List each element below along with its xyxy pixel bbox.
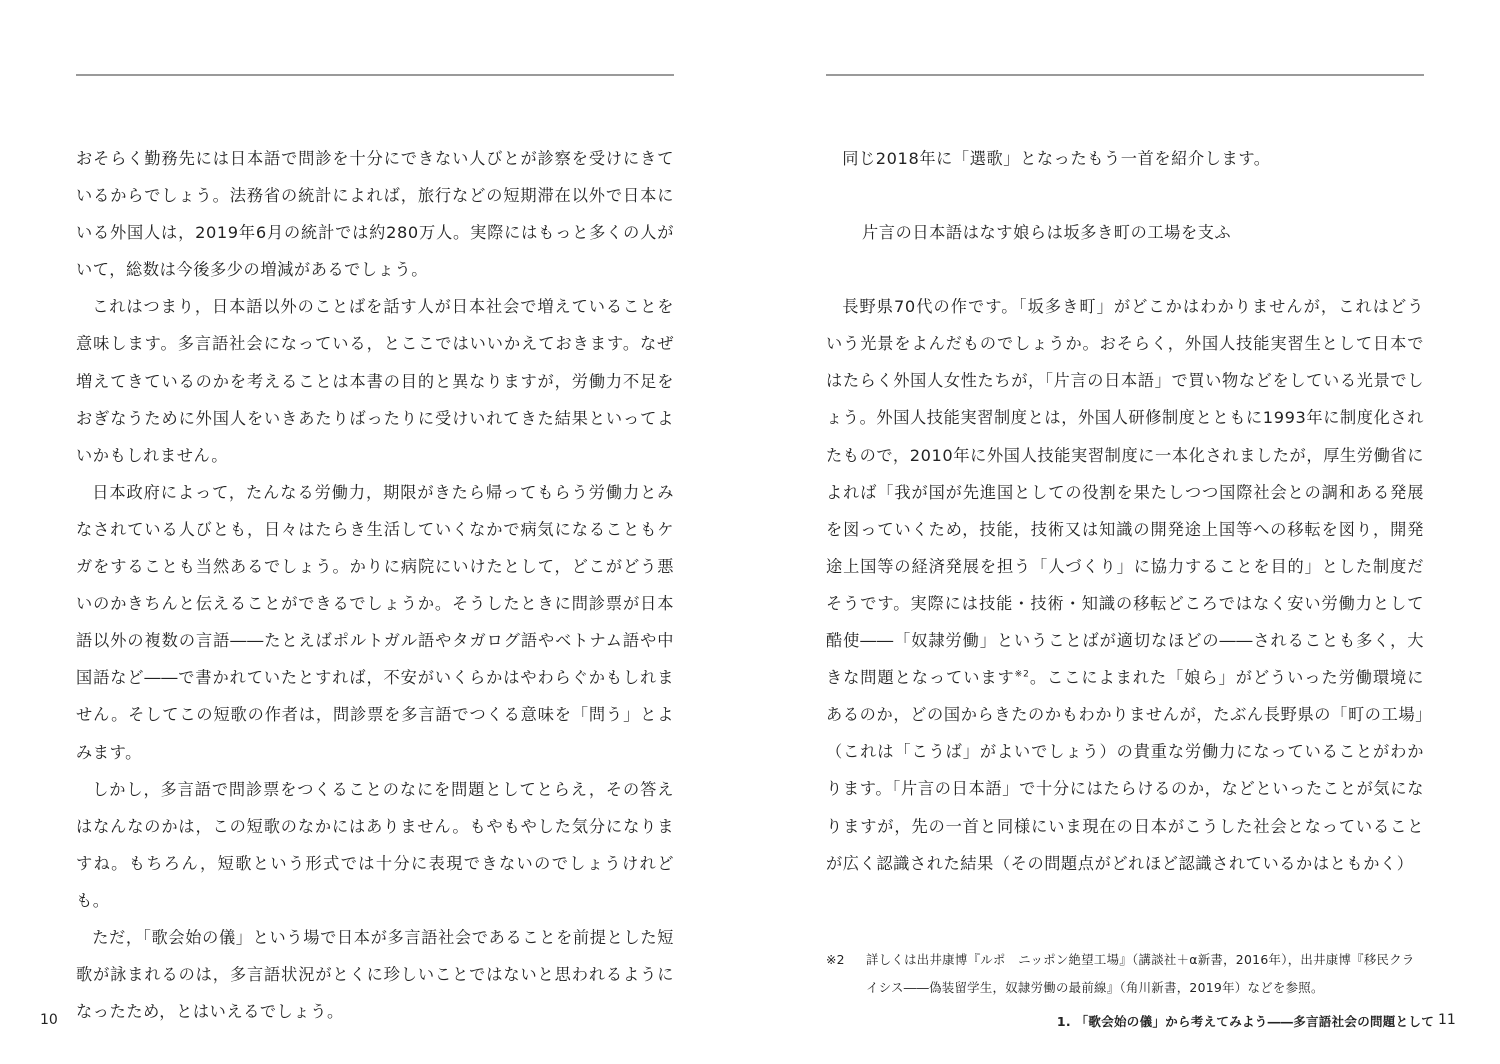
footnote-reference[interactable]: ※2: [1014, 669, 1030, 680]
paragraph-text: 。ここによまれた「娘ら」がどういった労働環境にあるのか，どの国からきたのかもわかりませんが，たぶん長野県の「町の工場」（これは「こうば」がよいでしょう）の貴重な労働力になっていることがわかります。「片言の日本語」で十分にはたらけるのか，などといったことが気になりますが，先の一首と同様にいま現在の日本がこうした社会となっていることが広く認識された結果（その問題点がどれほど認識されているかはともかく）: [826, 668, 1424, 873]
paragraph: 日本政府によって，たんなる労働力，期限がきたら帰ってもらう労働力とみなされている人びとも，日々はたらき生活していくなかで病気になることもケガをすることも当然あるでしょう。かりに病院にいけたとして，どこがどう悪いのかきちんと伝えることができるでしょうか。そうしたときに問診票が日本語以外の複数の言語――たとえばポルトガル語やタガログ語やベトナム語や中国語など――で書かれていたとすれば，不安がいくらかはやわらぐかもしれません。そしてこの短歌の作者は，問診票を多言語でつくる意味を「問う」とよみます。: [76, 482, 674, 762]
right-page: [826, 0, 1456, 1064]
header-rule: [826, 74, 1424, 76]
blank-line: [826, 177, 1424, 214]
running-head: 1. 「歌会始の儀」から考えてみよう――多言語社会の問題として: [1056, 1014, 1434, 1029]
tanka-quote: 片言の日本語はなす娘らは坂多き町の工場を支ふ: [862, 223, 1232, 243]
footnote-text: 詳しくは出井康博『ルポ ニッポン絶望工場』（講談社＋α新書，2016年），出井康博『移民クライシス――偽装留学生，奴隷労働の最前線』（角川新書，2019年）などを参照。: [866, 952, 1415, 995]
paragraph: おそらく勤務先には日本語で問診を十分にできない人びとが診察を受けにきているからでしょう。法務省の統計によれば，旅行などの短期滞在以外で日本にいる外国人は，2019年6月の統計では約280万人。実際にはもっと多くの人がいて，総数は今後多少の増減があるでしょう。: [76, 149, 674, 280]
blank-line: [826, 251, 1424, 288]
paragraph: しかし，多言語で問診票をつくることのなにを問題としてとらえ，その答えはなんなのかは，この短歌のなかにはありません。もやもやした気分になりますね。もちろん，短歌という形式では十分に表現できないのでしょうけれども。: [76, 779, 674, 910]
header-rule: [76, 74, 674, 76]
page-number: 11: [1438, 1012, 1456, 1028]
paragraph: これはつまり，日本語以外のことばを話す人が日本社会で増えていることを意味します。多言語社会になっている，とここではいいかえておきます。なぜ増えてきているのかを考えることは本書の目的と異なりますが，労働力不足をおぎなうために外国人をいきあたりばったりに受けいれてきた結果といってよいかもしれません。: [76, 297, 674, 465]
left-page: [40, 0, 674, 1064]
right-body-text: [826, 140, 1424, 882]
left-body-text: [76, 140, 674, 1030]
footnote-mark: ※2: [826, 952, 845, 967]
paragraph: 同じ2018年に「選歌」となったもう一首を紹介します。: [842, 149, 1271, 168]
footnote: [826, 946, 1424, 1002]
paragraph-text: 長野県70代の作です。「坂多き町」がどこかはわかりませんが，これはどういう光景をよんだものでしょうか。おそらく，外国人技能実習生として日本ではたらく外国人女性たちが，「片言の日本語」で買い物などをしている光景でしょう。外国人技能実習制度とは，外国人研修制度とともに1993年に制度化されたもので，2010年に外国人技能実習制度に一本化されましたが，厚生労働省によれば「我が国が先進国としての役割を果たしつつ国際社会との調和ある発展を図っていくため，技能，技術又は知識の開発途上国等への移転を図り，開発途上国等の経済発展を担う「人づくり」に協力することを目的」とした制度だそうです。実際には技能・技術・知識の移転どころではなく安い労働力として酷使――「奴隷労働」ということばが適切なほどの――されることも多く，大きな問題となっています: [826, 297, 1424, 688]
page-number: 10: [40, 1012, 58, 1028]
paragraph: [826, 288, 1424, 882]
paragraph: ただ，「歌会始の儀」という場で日本が多言語社会であることを前提とした短歌が詠まれるのは，多言語状況がとくに珍しいことではないと思われるようになったため，とはいえるでしょう。: [76, 927, 674, 1022]
